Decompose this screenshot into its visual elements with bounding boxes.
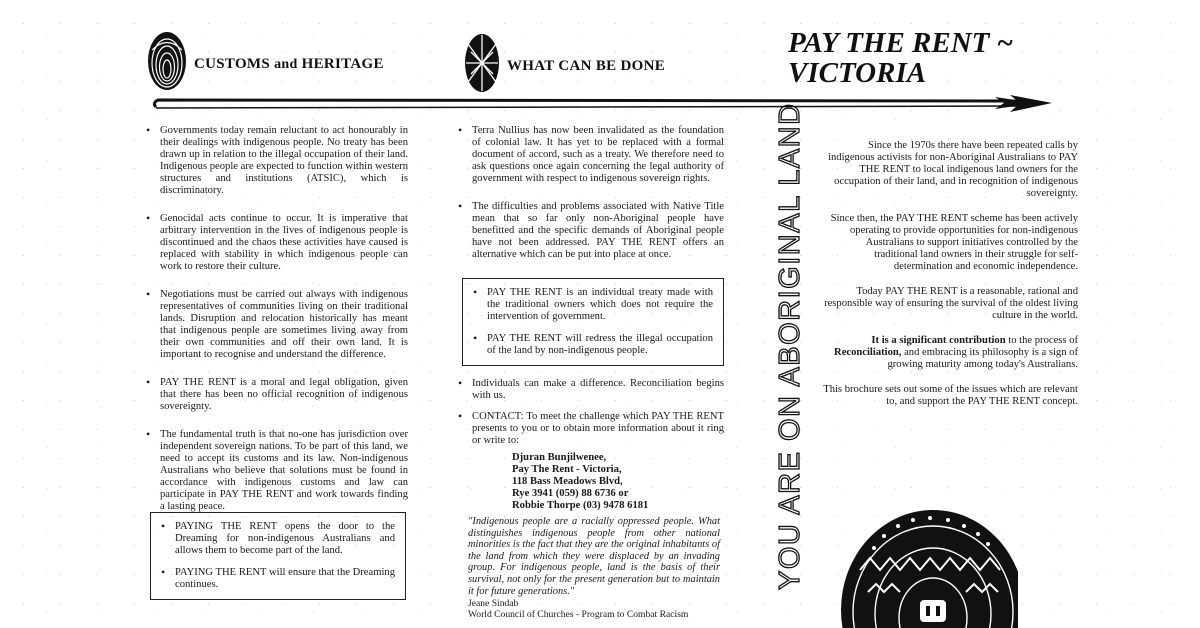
intro-p4-rest: and embracing its philosophy is a sign of growing maturity among today's Australians.: [887, 347, 1078, 370]
address-line-1: Djuran Bunjilwenee,: [512, 452, 607, 463]
intro-p4-reconciliation: Reconciliation,: [834, 347, 902, 358]
vertical-slogan: YOU ARE ON ABORIGINAL LAND: [774, 102, 806, 590]
contact-address: [512, 452, 732, 512]
customs-bullet-2: • Genocidal acts continue to occur. It is imperative that arbitrary intervention in the lives of indigenous people is discontinued and the chaos these activities have caused is replaced with stability in which indigenous people can work to restore their culture.: [146, 213, 408, 273]
fingerprint-icon: [146, 30, 188, 92]
customs-callout-box: [150, 512, 406, 600]
customs-bullet-list: [146, 125, 408, 513]
heading-customs-word1: CUSTOMS: [194, 55, 271, 72]
intro-p4-text: to the process of: [1008, 335, 1078, 346]
customs-bullet-5: • The fundamental truth is that no-one has jurisdiction over independent sovereign nations. To be part of this land, we need to accept its customs and its law. Non-indigenous Australians who believe that solutions must be found in accordance with indigenous customs and law can participate in PAY THE RENT and work towards finding a lasting peace.: [146, 429, 408, 513]
intro-paragraph-5: This brochure sets out some of the issues which are relevant to, and support the PAY THE RENT concept.: [823, 384, 1078, 407]
intro-paragraph-3: Today PAY THE RENT is a reasonable, rational and responsible way of ensuring the survival of the oldest living culture in the world.: [824, 286, 1078, 321]
what-bullet-4: • CONTACT: To meet the challenge which PAY THE RENT presents to you or to obtain more information about it ring or write to:: [458, 411, 724, 447]
what-lower-bullets: [458, 378, 724, 463]
heading-what: [463, 32, 665, 94]
attrib-org: World Council of Churches - Program to Combat Racism: [468, 609, 689, 620]
aboriginal-artwork: [838, 500, 1018, 628]
address-line-4: Rye 3941 (059) 88 6736 or: [512, 488, 629, 499]
customs-box-item-1: • PAYING THE RENT opens the door to the Dreaming for non-indigenous Australians and allows them to become part of the land.: [161, 521, 395, 557]
what-bullet-1: • Terra Nullius has now been invalidated as the foundation of colonial law. It has yet to be replaced with a formal document of accord, such as a treaty. We therefore need to ask questions once again concerning the legal authority of government with respect to indigenous sovereign rights.: [458, 125, 724, 185]
customs-bullet-3: • Negotiations must be carried out always with indigenous representatives of communities living on their traditional lands. Disruption and relocation historically has meant that indigenous people are sometimes living away from their own communities and off their own land. It is important to recognise and understand the difference.: [146, 289, 408, 361]
address-line-5: Robbie Thorpe (03) 9478 6181: [512, 500, 649, 511]
column-what: [458, 125, 724, 277]
heading-customs-word2: HERITAGE: [301, 55, 384, 72]
aboriginal-shield-icon: [463, 32, 501, 94]
attrib-name: Jeane Sindab: [468, 598, 519, 609]
intro-paragraph-1: Since the 1970s there have been repeated calls by indigenous activists for non-Aboriginal Australians to PAY THE RENT to local indigenous land owners for the occupation of their land, and in recognition of indigenous sovereignty.: [828, 140, 1078, 199]
what-bullet-3: • Individuals can make a difference. Reconciliation begins with us.: [458, 378, 724, 402]
quote-attribution: [468, 598, 748, 620]
heading-customs: [146, 30, 384, 92]
quote: "Indigenous people are a racially oppressed people. What distinguishes indigenous people from other national minorities is the fact that they are the original inhabitants of the land from which they were displaced by an invading group. For indigenous people, land is the basis of their survival, not only for the present generation but to maintain it for future generations.": [468, 516, 720, 597]
customs-box-item-2: • PAYING THE RENT will ensure that the Dreaming continues.: [161, 567, 395, 591]
intro-p4-bold: It is a significant contribution: [871, 335, 1006, 346]
what-callout-box: [462, 278, 724, 366]
what-box-item-1: • PAY THE RENT is an individual treaty made with the traditional owners which does not require the intervention of government.: [473, 287, 713, 323]
heading-customs-and: and: [274, 56, 298, 72]
column-intro: [822, 140, 1078, 421]
customs-bullet-1: • Governments today remain reluctant to act honourably in their dealings with indigenous people. No treaty has been drawn up in relation to the illegal occupation of their land. Indigenous people are expected to function within western structures and institutions (ATSIC), which is discriminatory.: [146, 125, 408, 197]
page-title: [788, 28, 1088, 88]
what-box-item-2: • PAY THE RENT will redress the illegal occupation of the land by non-indigenous people.: [473, 333, 713, 357]
title-line2: VICTORIA: [788, 57, 927, 89]
customs-bullet-4: • PAY THE RENT is a moral and legal obligation, given that there has been no official recognition of indigenous sovereignty.: [146, 377, 408, 413]
intro-paragraph-4: [822, 335, 1078, 371]
column-customs: [146, 125, 408, 529]
heading-what-text: WHAT CAN BE DONE: [507, 57, 666, 74]
address-line-2: Pay The Rent - Victoria,: [512, 464, 622, 475]
address-line-3: 118 Bass Meadows Blvd,: [512, 476, 623, 487]
title-line1: PAY THE RENT ~: [788, 27, 1014, 59]
intro-paragraph-2: Since then, the PAY THE RENT scheme has been actively operating to provide opportunities for non-indigenous Australians to support initiatives controlled by the traditional land owners in their struggle for self-determination and economic independence.: [830, 213, 1078, 272]
arrow-icon: [150, 95, 1055, 115]
what-bullet-2: • The difficulties and problems associated with Native Title mean that so far only non-Aboriginal people have benefitted and the specific demands of Aboriginal people have not been addressed. PAY THE RENT offers an alternative which can be put into place at once.: [458, 201, 724, 261]
what-bullet-list: [458, 125, 724, 261]
